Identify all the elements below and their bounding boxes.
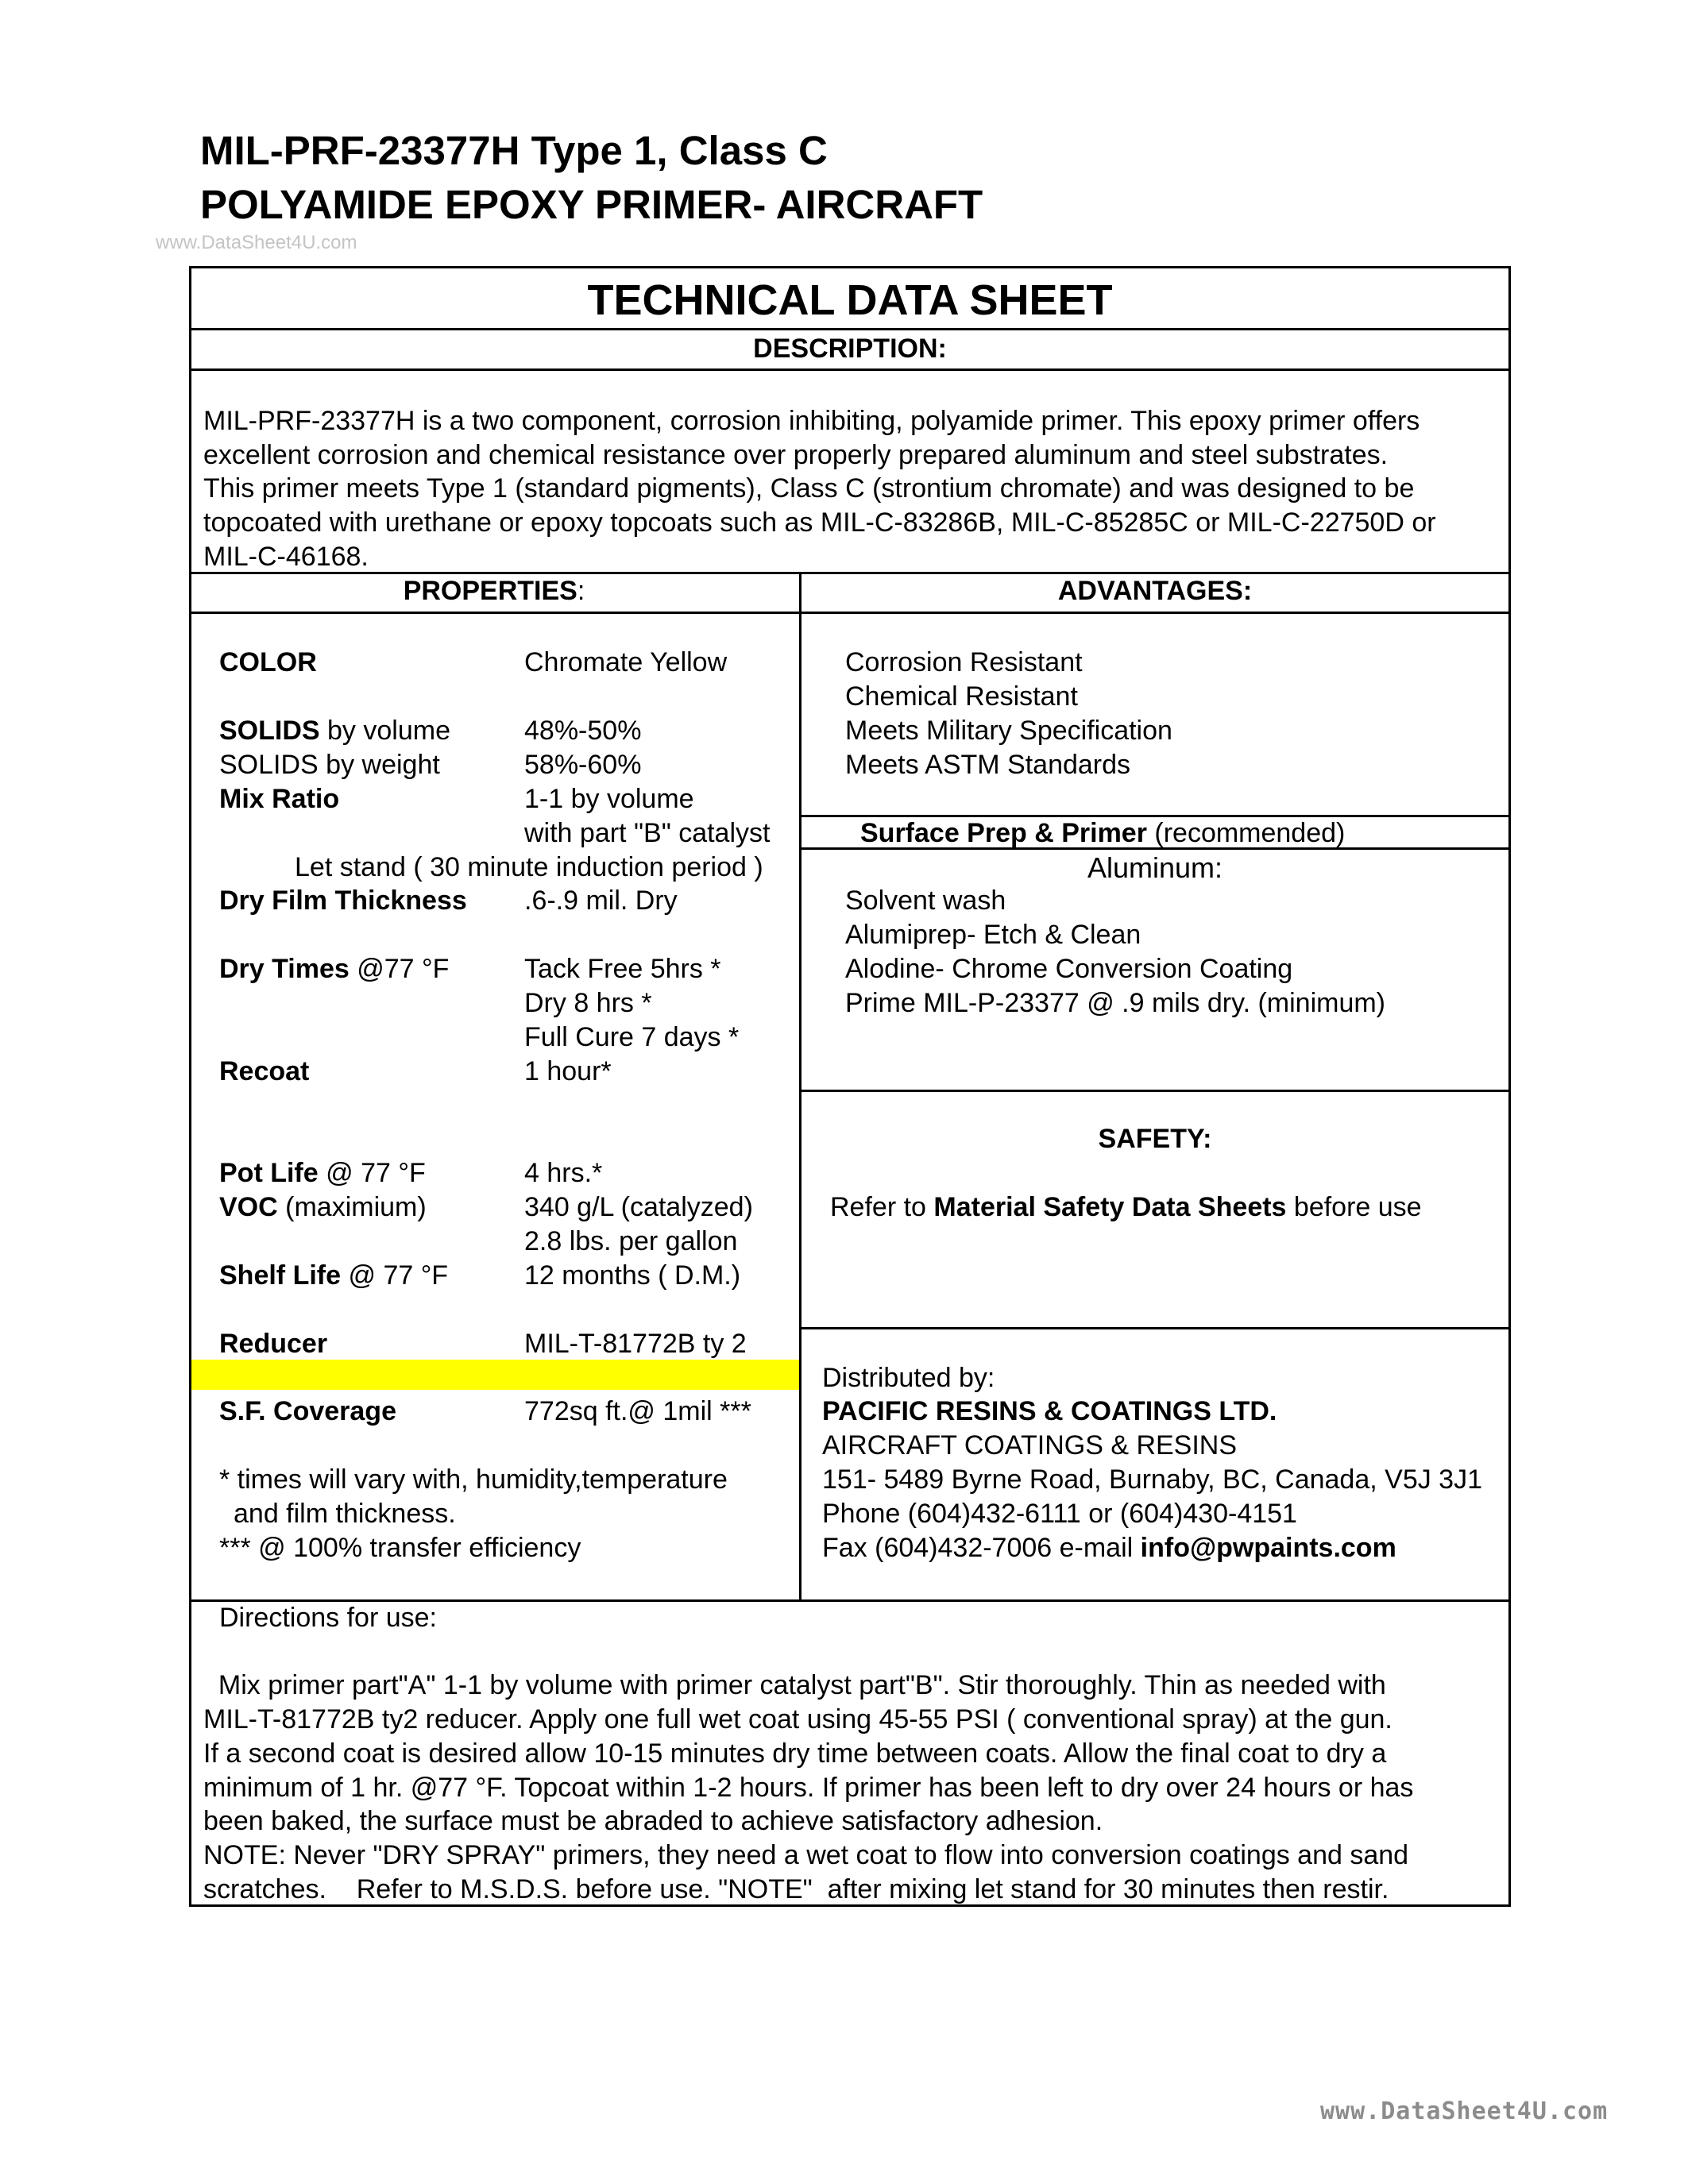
aluminum-subheading: Aluminum: [1087, 851, 1223, 884]
distributor-company: PACIFIC RESINS & COATINGS LTD. [822, 1396, 1277, 1426]
dry-times-label: Dry Times @77 °F [219, 954, 450, 984]
divider [799, 1090, 1511, 1092]
solids-weight-label: SOLIDS by weight [219, 750, 440, 780]
description-line: This primer meets Type 1 (standard pigments), Class C (strontium chromate) and was designed to be [203, 473, 1415, 504]
reducer-value: MIL-T-81772B ty 2 [524, 1329, 747, 1359]
pot-life-value: 4 hrs.* [524, 1158, 603, 1188]
surface-prep-step: Alodine- Chrome Conversion Coating [845, 954, 1293, 984]
divider [189, 328, 1511, 330]
surface-prep-step: Solvent wash [845, 886, 1006, 916]
doc-title-line1: MIL-PRF-23377H Type 1, Class C [200, 128, 828, 173]
advantages-heading: ADVANTAGES: [1057, 576, 1253, 606]
divider [189, 572, 1511, 574]
directions-line: If a second coat is desired allow 10-15 minutes dry time between coats. Allow the final coat to dry a [203, 1738, 1387, 1769]
distributor-address: 151- 5489 Byrne Road, Burnaby, BC, Canada, V5J 3J1 [822, 1464, 1482, 1495]
mix-ratio-label: Mix Ratio [219, 784, 340, 814]
technical-data-sheet-title: TECHNICAL DATA SHEET [587, 276, 1113, 324]
coverage-label: S.F. Coverage [219, 1396, 396, 1426]
directions-line: scratches. Refer to M.S.D.S. before use. "NOTE" after mixing let stand for 30 minutes then restir. [203, 1874, 1389, 1904]
distributor-fax: Fax (604)432-7006 e-mail info@pwpaints.com [822, 1533, 1396, 1563]
divider [189, 612, 1511, 614]
distributor-intro: Distributed by: [822, 1363, 995, 1393]
email-link[interactable]: info@pwpaints.com [1140, 1533, 1396, 1563]
description-line: excellent corrosion and chemical resistance over properly prepared aluminum and steel substrates. [203, 440, 1389, 470]
distributor-phone: Phone (604)432-6111 or (604)430-4151 [822, 1499, 1297, 1529]
mix-ratio-value: 1-1 by volume [524, 784, 694, 814]
divider [799, 1327, 1511, 1329]
mix-ratio-value: with part "B" catalyst [524, 818, 771, 848]
footnote: and film thickness. [234, 1499, 456, 1529]
solids-volume-label: SOLIDS by volume [219, 716, 450, 746]
distributor-division: AIRCRAFT COATINGS & RESINS [822, 1430, 1238, 1461]
surface-prep-step: Alumiprep- Etch & Clean [845, 920, 1141, 950]
directions-line: NOTE: Never "DRY SPRAY" primers, they need a wet coat to flow into conversion coatings and sand [203, 1840, 1409, 1870]
divider [189, 369, 1511, 371]
doc-title-line2: POLYAMIDE EPOXY PRIMER- AIRCRAFT [200, 182, 983, 227]
directions-line: MIL-T-81772B ty2 reducer. Apply one full wet coat using 45-55 PSI ( conventional spray) at the gun. [203, 1704, 1393, 1734]
color-value: Chromate Yellow [524, 647, 728, 677]
voc-label: VOC (maximium) [219, 1192, 427, 1222]
advantage-item: Meets Military Specification [845, 716, 1172, 746]
directions-heading: Directions for use: [219, 1603, 437, 1633]
description-line: MIL-C-46168. [203, 542, 369, 572]
directions-line: minimum of 1 hr. @77 °F. Topcoat within 1-2 hours. If primer has been left to dry over 24 hours or has [203, 1773, 1414, 1803]
description-heading: DESCRIPTION: [753, 334, 947, 364]
dry-times-value: Full Cure 7 days * [524, 1022, 740, 1052]
surface-prep-step: Prime MIL-P-23377 @ .9 mils dry. (minimum) [845, 988, 1385, 1018]
pot-life-label: Pot Life @ 77 °F [219, 1158, 426, 1188]
advantage-item: Corrosion Resistant [845, 647, 1083, 677]
recoat-label: Recoat [219, 1056, 310, 1086]
color-label: COLOR [219, 647, 317, 677]
dry-times-value: Dry 8 hrs * [524, 988, 652, 1018]
description-line: topcoated with urethane or epoxy topcoats such as MIL-C-83286B, MIL-C-85285C or MIL-C-22750D or [203, 507, 1436, 538]
watermark-top: www.DataSheet4U.com [156, 232, 357, 253]
dry-film-thickness-value: .6-.9 mil. Dry [524, 886, 678, 916]
column-divider [799, 572, 802, 1602]
solids-volume-value: 48%-50% [524, 716, 642, 746]
watermark-bottom: www.DataSheet4U.com [1320, 2097, 1609, 2125]
recoat-value: 1 hour* [524, 1056, 612, 1086]
shelf-life-label: Shelf Life @ 77 °F [219, 1260, 449, 1291]
description-line: MIL-PRF-23377H is a two component, corrosion inhibiting, polyamide primer. This epoxy primer offers [203, 406, 1420, 436]
solids-weight-value: 58%-60% [524, 750, 642, 780]
properties-heading: PROPERTIES: [403, 576, 585, 606]
footnote: * times will vary with, humidity,temperature [219, 1464, 728, 1495]
advantage-item: Meets ASTM Standards [845, 750, 1131, 780]
reducer-label: Reducer [219, 1329, 328, 1359]
dry-times-value: Tack Free 5hrs * [524, 954, 721, 984]
dry-film-thickness-label: Dry Film Thickness [219, 886, 467, 916]
surface-prep-heading: Surface Prep & Primer (recommended) [860, 818, 1346, 848]
coverage-value: 772sq ft.@ 1mil *** [524, 1396, 751, 1426]
directions-line: been baked, the surface must be abraded to achieve satisfactory adhesion. [203, 1806, 1103, 1836]
directions-line: Mix primer part"A" 1-1 by volume with primer catalyst part"B". Stir thoroughly. Thin as needed with [203, 1670, 1386, 1700]
shelf-life-value: 12 months ( D.M.) [524, 1260, 741, 1291]
voc-value: 2.8 lbs. per gallon [524, 1226, 738, 1256]
voc-value: 340 g/L (catalyzed) [524, 1192, 753, 1222]
safety-heading: SAFETY: [1098, 1124, 1212, 1154]
footnote: *** @ 100% transfer efficiency [219, 1533, 581, 1563]
safety-text: Refer to Material Safety Data Sheets before use [830, 1192, 1422, 1222]
let-stand-note: Let stand ( 30 minute induction period ) [295, 852, 763, 882]
advantage-item: Chemical Resistant [845, 681, 1078, 712]
highlight-bar [191, 1360, 799, 1390]
